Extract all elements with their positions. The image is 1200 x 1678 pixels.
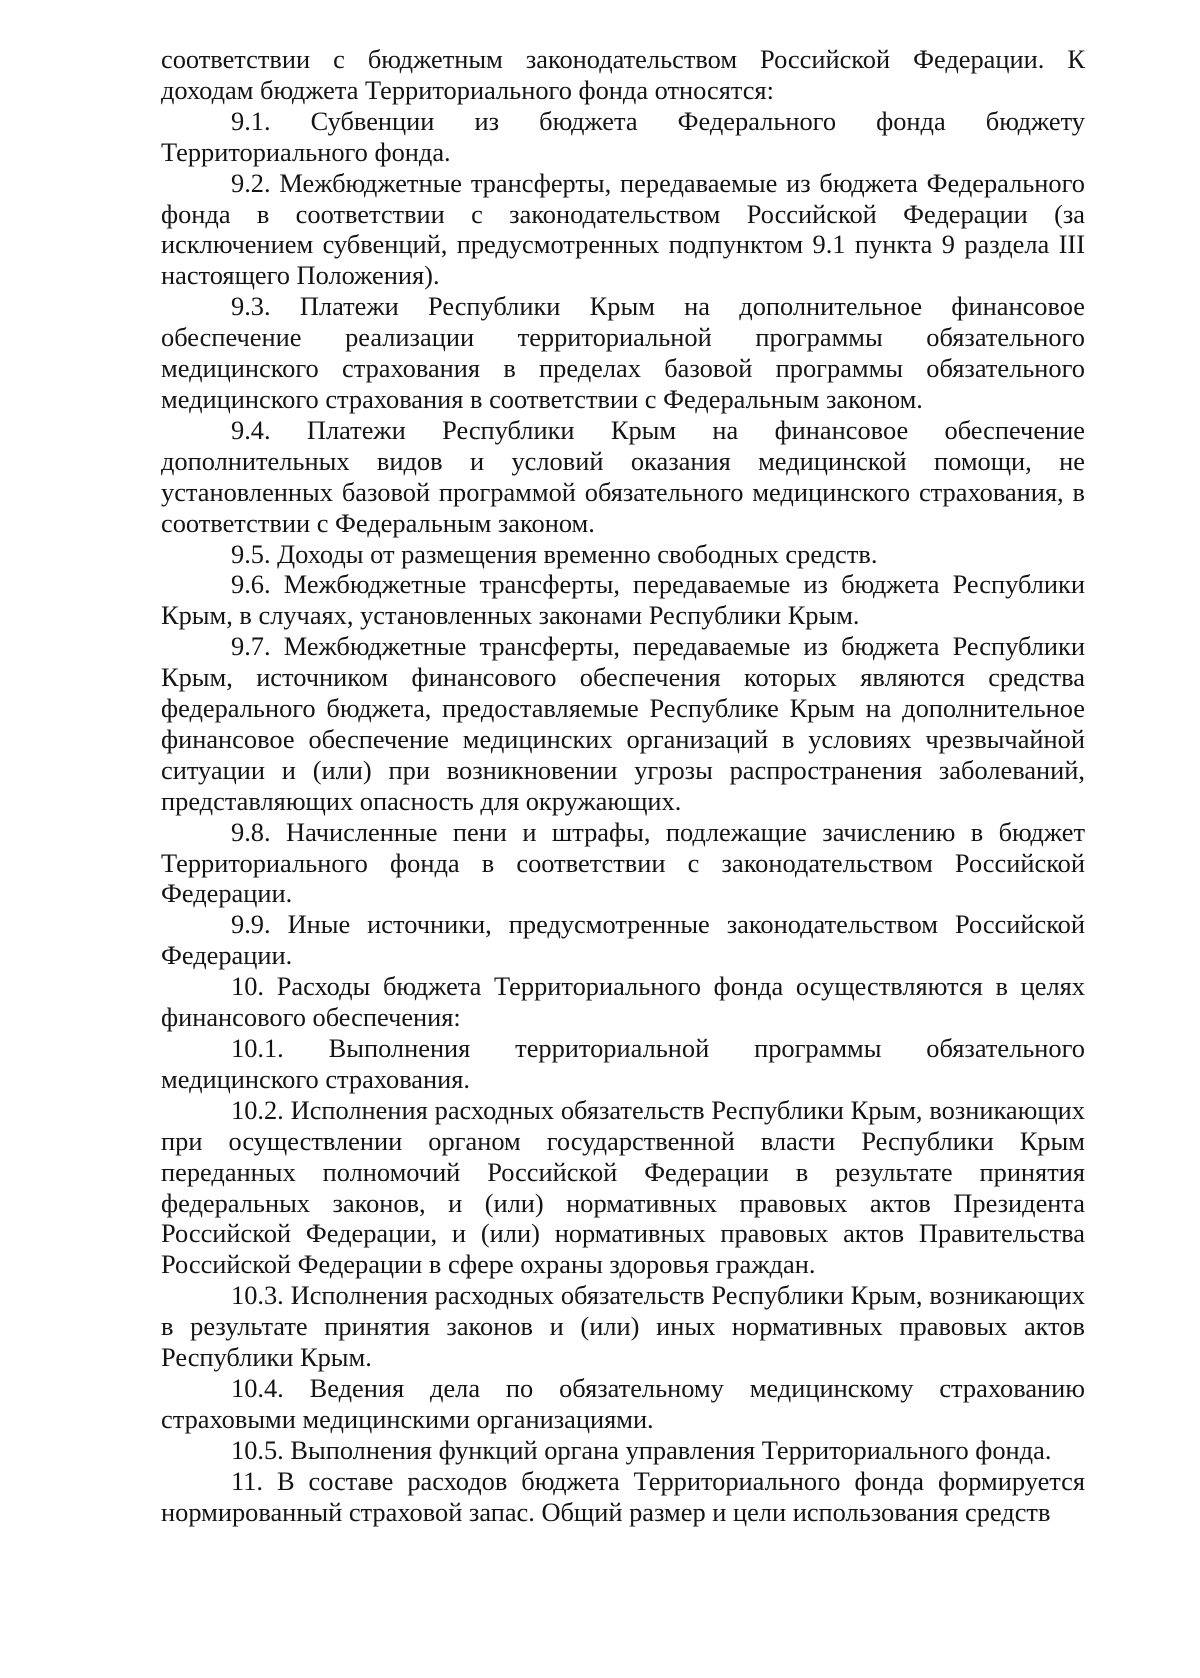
document-body [161,44,1085,1528]
paragraph-9-9: 9.9. Иные источники, предусмотренные законодательством Российской Федерации. [161,909,1085,971]
paragraph-10-3: 10.3. Исполнения расходных обязательств Республики Крым, возникающих в результате принятия законов и (или) иных нормативных правовых актов Республики Крым. [161,1280,1085,1373]
paragraph-9-8: 9.8. Начисленные пени и штрафы, подлежащие зачислению в бюджет Территориального фонда в соответствии с законодательством Российской Федерации. [161,816,1085,909]
paragraph-10: 10. Расходы бюджета Территориального фонда осуществляются в целях финансового обеспечения: [161,971,1085,1033]
paragraph-9-7: 9.7. Межбюджетные трансферты, передаваемые из бюджета Республики Крым, источником финансового обеспечения которых являются средства федерального бюджета, предоставляемые Республике Крым на дополнительное финансовое обеспечение медицинских организаций в условиях чрезвычайной ситуации и (или) при возникновении угрозы распространения заболеваний, представляющих опасность для окружающих. [161,631,1085,816]
paragraph-11: 11. В составе расходов бюджета Территориального фонда формируется нормированный страховой запас. Общий размер и цели использования средств [161,1465,1085,1527]
paragraph-intro: соответствии с бюджетным законодательством Российской Федерации. К доходам бюджета Территориального фонда относятся: [161,44,1085,105]
paragraph-10-1: 10.1. Выполнения территориальной программы обязательного медицинского страхования. [161,1033,1085,1094]
paragraph-10-5: 10.5. Выполнения функций органа управления Территориального фонда. [231,1434,1052,1465]
paragraph-9-6: 9.6. Межбюджетные трансферты, передаваемые из бюджета Республики Крым, в случаях, установленных законами Республики Крым. [161,569,1085,631]
paragraph-9-3: 9.3. Платежи Республики Крым на дополнительное финансовое обеспечение реализации территориальной программы обязательного медицинского страхования в пределах базовой программы обязательного медицинского страхования в соответствии с Федеральным законом. [161,291,1085,414]
paragraph-10-2: 10.2. Исполнения расходных обязательств Республики Крым, возникающих при осуществлении органом государственной власти Республики Крым переданных полномочий Российской Федерации в результате принятия федеральных законов, и (или) нормативных правовых актов Президента Российской Федерации, и (или) нормативных правовых актов Правительства Российской Федерации в сфере охраны здоровья граждан. [161,1094,1085,1280]
paragraph-9-5: 9.5. Доходы от размещения временно свободных средств. [231,538,878,569]
paragraph-10-4: 10.4. Ведения дела по обязательному медицинскому страхованию страховыми медицинскими организациями. [161,1372,1085,1434]
paragraph-9-4: 9.4. Платежи Республики Крым на финансовое обеспечение дополнительных видов и условий оказания медицинской помощи, не установленных базовой программой обязательного медицинского страхования, в соответствии с Федеральным законом. [161,414,1085,538]
paragraph-9-1: 9.1. Субвенции из бюджета Федерального фонда бюджету Территориального фонда. [161,105,1085,167]
paragraph-9-2: 9.2. Межбюджетные трансферты, передаваемые из бюджета Федерального фонда в соответствии с законодательством Российской Федерации (за исключением субвенций, предусмотренных подпунктом 9.1 пункта 9 раздела III настоящего Положения). [161,167,1085,291]
